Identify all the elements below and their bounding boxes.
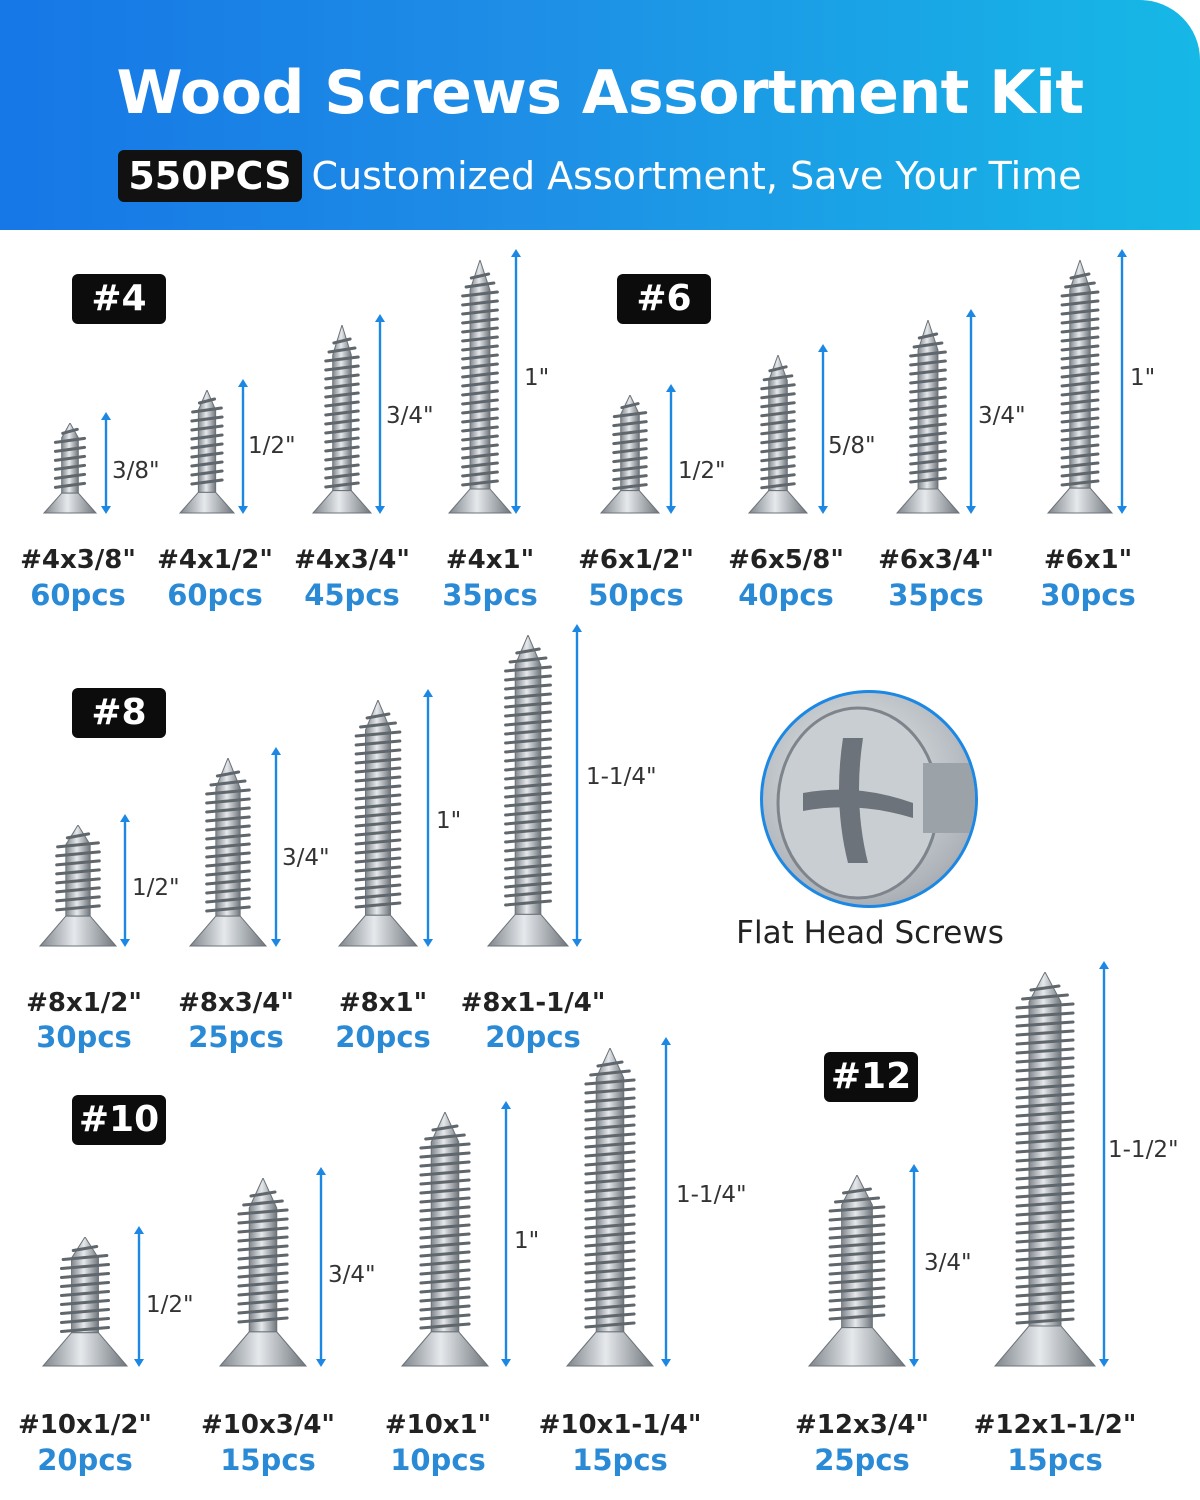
screw-size-label: #4x1/2"	[157, 545, 273, 575]
screw-qty-label: 30pcs	[36, 1020, 132, 1054]
dimension-label: 1"	[524, 365, 550, 391]
dimension-arrow-icon	[118, 813, 132, 948]
screw-icon	[34, 423, 106, 519]
screw-qty-label: 40pcs	[738, 578, 834, 612]
screw-qty-label: 15pcs	[572, 1443, 668, 1477]
dimension-label: 1/2"	[146, 1292, 194, 1318]
dimension-label: 1"	[1130, 365, 1156, 391]
screw-size-label: #6x3/4"	[878, 545, 994, 575]
screw-icon	[392, 1112, 498, 1372]
dimension-arrow-icon	[1097, 960, 1111, 1368]
screw-icon	[985, 972, 1105, 1372]
screw-size-label: #8x1"	[338, 988, 428, 1018]
screw-qty-label: 35pcs	[442, 578, 538, 612]
dimension-label: 1/2"	[678, 458, 726, 484]
screw-size-label: #6x1/2"	[578, 545, 694, 575]
dimension-label: 3/4"	[282, 845, 330, 871]
dimension-arrow-icon	[314, 1166, 328, 1368]
dimension-label: 1"	[514, 1228, 540, 1254]
dimension-label: 3/8"	[112, 458, 160, 484]
dimension-label: 3/4"	[386, 403, 434, 429]
dimension-arrow-icon	[509, 248, 523, 515]
screw-size-label: #10x1/2"	[18, 1410, 152, 1440]
dimension-label: 1"	[436, 808, 462, 834]
dimension-arrow-icon	[964, 308, 978, 515]
dimension-label: 3/4"	[924, 1250, 972, 1276]
screw-qty-label: 15pcs	[1007, 1443, 1103, 1477]
screw-size-label: #12x1-1/2"	[973, 1410, 1137, 1440]
screw-qty-label: 60pcs	[167, 578, 263, 612]
subtitle-text: Customized Assortment, Save Your Time	[311, 154, 1082, 198]
screw-icon	[170, 390, 244, 519]
group-badge-8: #8	[72, 688, 166, 738]
screw-icon	[1038, 260, 1122, 519]
dimension-label: 3/4"	[978, 403, 1026, 429]
dimension-arrow-icon	[99, 411, 113, 515]
screw-size-label: #10x1"	[384, 1410, 492, 1440]
screw-qty-label: 35pcs	[888, 578, 984, 612]
screw-size-label: #4x3/4"	[294, 545, 410, 575]
screw-qty-label: 20pcs	[335, 1020, 431, 1054]
dimension-arrow-icon	[1115, 248, 1129, 515]
dimension-arrow-icon	[421, 688, 435, 948]
screw-size-label: #12x3/4"	[795, 1410, 929, 1440]
screw-qty-label: 20pcs	[37, 1443, 133, 1477]
dimension-label: 1/2"	[132, 875, 180, 901]
dimension-label: 5/8"	[828, 433, 876, 459]
screw-size-label: #10x3/4"	[201, 1410, 335, 1440]
group-badge-12: #12	[824, 1052, 918, 1102]
group-badge-10: #10	[72, 1095, 166, 1145]
screw-icon	[739, 355, 817, 519]
screw-qty-label: 25pcs	[814, 1443, 910, 1477]
screw-size-label: #6x5/8"	[728, 545, 844, 575]
screw-size-label: #4x3/8"	[20, 545, 136, 575]
screw-qty-label: 50pcs	[588, 578, 684, 612]
dimension-label: 1-1/4"	[586, 764, 657, 790]
screw-icon	[210, 1178, 316, 1372]
dimension-arrow-icon	[659, 1036, 673, 1368]
dimension-label: 1/2"	[248, 433, 296, 459]
screw-icon	[799, 1175, 915, 1372]
screw-qty-label: 20pcs	[485, 1020, 581, 1054]
dimension-arrow-icon	[570, 623, 584, 948]
dimension-arrow-icon	[816, 343, 830, 515]
flat-head-label: Flat Head Screws	[736, 915, 1004, 951]
screw-icon	[33, 1237, 137, 1372]
screw-size-label: #6x1"	[1043, 545, 1133, 575]
dimension-arrow-icon	[499, 1100, 513, 1368]
dimension-label: 1-1/2"	[1108, 1137, 1179, 1163]
subtitle-line	[0, 150, 1200, 202]
screw-icon	[180, 758, 276, 952]
screw-qty-label: 60pcs	[30, 578, 126, 612]
screw-size-label: #8x3/4"	[178, 988, 294, 1018]
page-title: Wood Screws Assortment Kit	[116, 58, 1084, 128]
flat-head-screw-icon	[763, 693, 975, 905]
screw-qty-label: 15pcs	[220, 1443, 316, 1477]
screw-size-label: #8x1/2"	[26, 988, 142, 1018]
dimension-arrow-icon	[373, 313, 387, 515]
count-badge: 550PCS	[118, 150, 301, 202]
group-badge-4: #4	[72, 274, 166, 324]
screw-qty-label: 30pcs	[1040, 578, 1136, 612]
screw-size-label: #10x1-1/4"	[538, 1410, 702, 1440]
dimension-label: 1-1/4"	[676, 1182, 747, 1208]
screw-icon	[30, 825, 126, 952]
screw-size-label: #4x1"	[445, 545, 535, 575]
group-badge-6: #6	[617, 274, 711, 324]
dimension-label: 3/4"	[328, 1262, 376, 1288]
dimension-arrow-icon	[664, 383, 678, 515]
screw-icon	[591, 395, 669, 519]
screw-icon	[887, 320, 969, 519]
screw-icon	[303, 325, 381, 519]
dimension-arrow-icon	[269, 746, 283, 948]
screw-size-label: #8x1-1/4"	[460, 988, 606, 1018]
screw-icon	[478, 635, 578, 952]
screw-qty-label: 45pcs	[304, 578, 400, 612]
dimension-arrow-icon	[132, 1225, 146, 1368]
screw-qty-label: 25pcs	[188, 1020, 284, 1054]
flat-head-closeup	[760, 690, 978, 908]
screw-icon	[557, 1048, 663, 1372]
screw-qty-label: 10pcs	[390, 1443, 486, 1477]
screw-icon	[329, 700, 427, 952]
dimension-arrow-icon	[907, 1163, 921, 1368]
